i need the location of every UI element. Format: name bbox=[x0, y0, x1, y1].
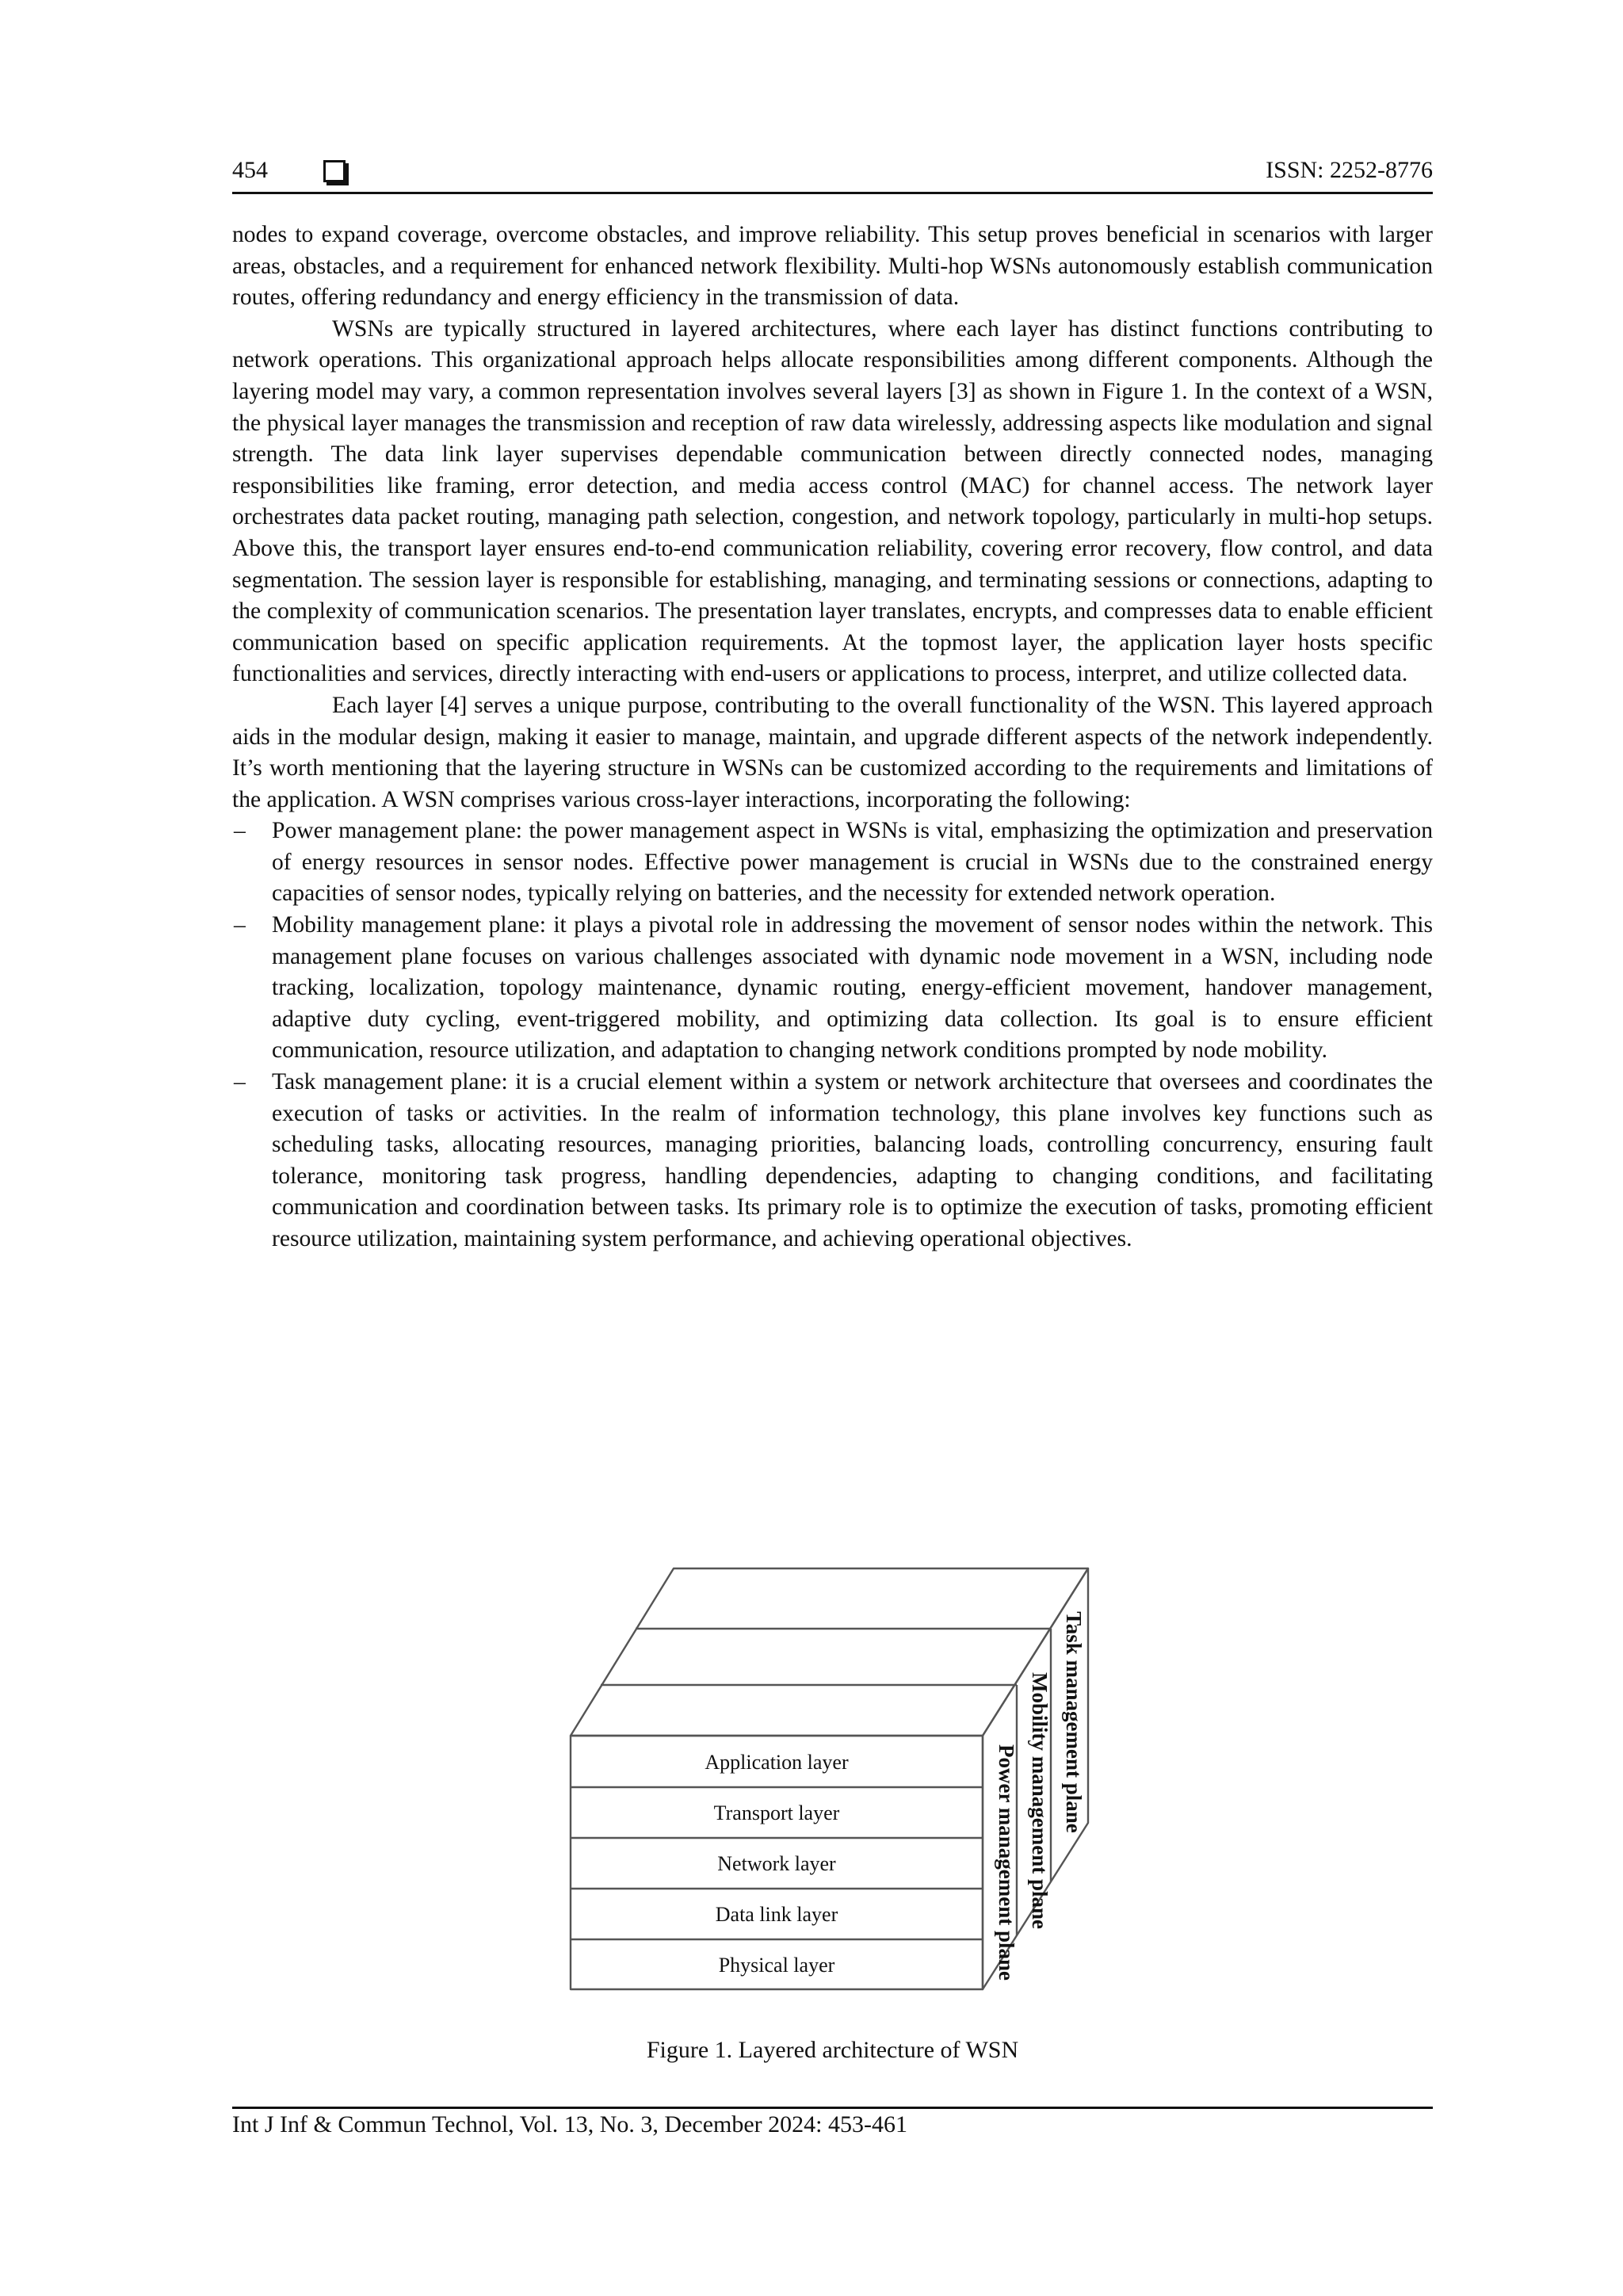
list-item-text: Task management plane: it is a crucial element within a system or network architecture that oversees and coordinates the execution of tasks or activities. In the realm of information technology, this plane involves key functions such as scheduling tasks, allocating resources, managing priorities, balancing loads, controlling concurrency, ensuring fault tolerance, monitoring task progress, handling dependencies, adapting to changing conditions, and facilitating communication and coordination between tasks. Its primary role is to optimize the execution of tasks, promoting efficient resource utilization, maintaining system performance, and achieving operational objectives. bbox=[272, 1069, 1433, 1251]
running-header bbox=[232, 155, 1433, 195]
layer-label-physical: Physical layer bbox=[718, 1954, 835, 1977]
figure-caption: Figure 1. Layered architecture of WSN bbox=[646, 2037, 1019, 2063]
paragraph-3: Each layer [4] serves a unique purpose, contributing to the overall functionality of the WSN. This layered approach aids in the modular design, making it easier to manage, maintain, and upgrade different aspects of the network independently. It’s worth mentioning that the layering structure in WSNs can be customized according to the requirements and limitations of the application. A WSN comprises various cross-layer interactions, incorporating the following: bbox=[232, 692, 1433, 812]
plane-label-task: Task management plane bbox=[1062, 1611, 1086, 1833]
dash-marker: – bbox=[234, 818, 246, 844]
list-item-mobility bbox=[232, 910, 1433, 1067]
paragraph-2: WSNs are typically structured in layered architectures, where each layer has distinct functions contributing to network operations. This organizational approach helps allocate responsibilities among different components. Although the layering model may vary, a common representation involves several layers [3] as shown in Figure 1. In the context of a WSN, the physical layer manages the transmission and reception of raw data wirelessly, addressing aspects like modulation and signal strength. The data link layer supervises dependable communication between directly connected nodes, managing responsibilities like framing, error detection, and media access control (MAC) for channel access. The network layer orchestrates data packet routing, managing path selection, congestion, and network topology, particularly in multi-hop setups. Above this, the transport layer ensures end-to-end communication reliability, covering error recovery, flow control, and data segmentation. The session layer is responsible for establishing, managing, and terminating sessions or connections, adapting to the complexity of communication scenarios. The presentation layer translates, encrypts, and compresses data to enable efficient communication based on specific application requirements. At the topmost layer, the application layer hosts specific functionalities and services, directly interacting with end-users or applications to process, interpret, and utilize collected data. bbox=[232, 315, 1433, 687]
list-item-power bbox=[232, 816, 1433, 910]
list-item-text: Mobility management plane: it plays a pivotal role in addressing the movement of sensor nodes within the network. This management plane focuses on various challenges associated with dynamic node movement in a WSN, including node tracking, localization, topology maintenance, dynamic routing, energy-efficient movement, handover management, adaptive duty cycling, event-triggered mobility, and optimizing data collection. Its goal is to ensure efficient communication, resource utilization, and adaptation to changing network conditions prompted by node mobility. bbox=[272, 912, 1433, 1064]
page-number: 454 bbox=[232, 157, 268, 183]
body-text bbox=[232, 220, 1433, 1255]
paragraph-1: nodes to expand coverage, overcome obstacles, and improve reliability. This setup proves beneficial in scenarios with larger areas, obstacles, and a requirement for enhanced network flexibility. Multi-hop WSNs autonomously establish communication routes, offering redundancy and energy efficiency in the transmission of data. bbox=[232, 222, 1433, 311]
footer-citation: Int J Inf & Commun Technol, Vol. 13, No. 3, December 2024: 453-461 bbox=[232, 2111, 907, 2137]
plane-label-power: Power management plane bbox=[995, 1744, 1018, 1981]
plane-label-mobility: Mobility management plane bbox=[1028, 1672, 1052, 1929]
checkbox-square-icon bbox=[323, 160, 346, 182]
dash-marker: – bbox=[234, 912, 246, 938]
layer-label-transport: Transport layer bbox=[713, 1801, 840, 1824]
footer-rule bbox=[232, 2107, 1433, 2109]
list-item-text: Power management plane: the power management aspect in WSNs is vital, emphasizing the optimization and preservation of energy resources in sensor nodes. Effective power management is crucial in WSNs due to the constrained energy capacities of sensor nodes, typically relying on batteries, and the necessity for extended network operation. bbox=[272, 818, 1433, 907]
plane-list bbox=[232, 816, 1433, 1255]
header-rule bbox=[232, 192, 1433, 194]
figure-1 bbox=[555, 1565, 1109, 2025]
layer-label-data-link: Data link layer bbox=[715, 1903, 838, 1926]
wsn-architecture-diagram bbox=[555, 1565, 1109, 2025]
layer-label-application: Application layer bbox=[705, 1751, 849, 1774]
issn-label: ISSN: 2252-8776 bbox=[1266, 157, 1433, 183]
cube-top-face bbox=[571, 1568, 1088, 1736]
list-item-task bbox=[232, 1067, 1433, 1255]
dash-marker: – bbox=[234, 1069, 246, 1095]
layer-label-network: Network layer bbox=[717, 1852, 836, 1875]
